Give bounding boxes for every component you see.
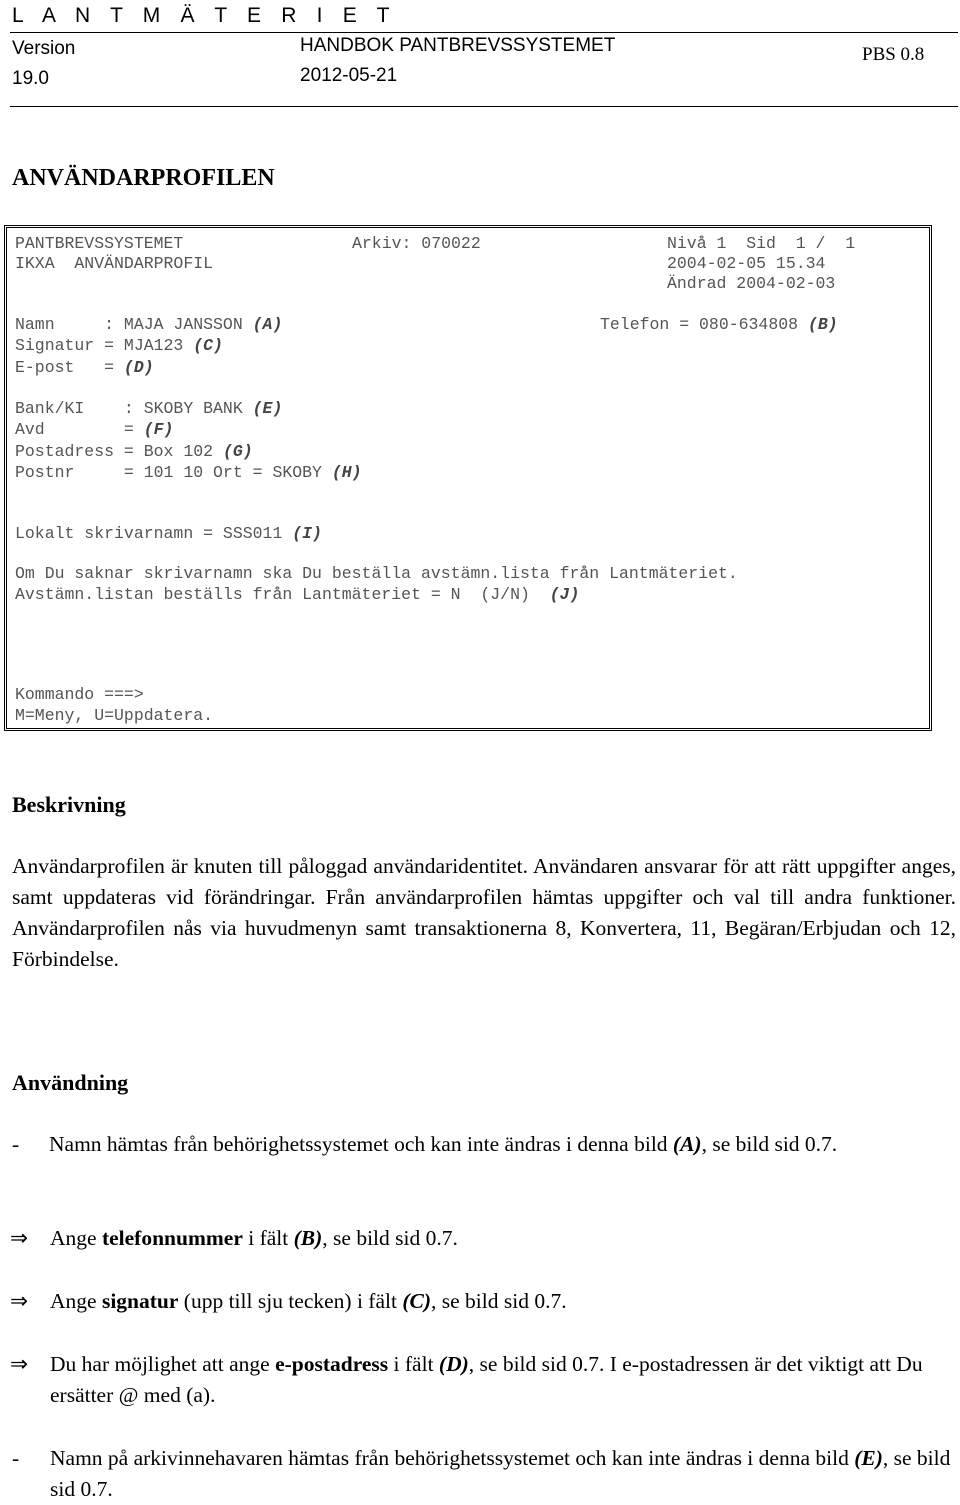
terminal-screen: [4, 225, 932, 731]
field-tag-c: (C): [193, 336, 223, 355]
field-tag-f: (F): [143, 420, 174, 439]
usage-text: Du har möjlighet att ange: [50, 1352, 276, 1376]
screen-archive: Arkiv: 070022: [352, 234, 481, 253]
version-number: 19.0: [12, 68, 49, 89]
screen-info-text: Om Du saknar skrivarnamn ska Du beställa avstämn.lista från Lantmäteriet.: [15, 564, 738, 583]
page-title: ANVÄNDARPROFILEN: [12, 165, 275, 191]
field-avd-value: Avd =: [15, 420, 144, 439]
field-tag-e: (E): [252, 399, 283, 418]
screen-transaction-code: IKXA ANVÄNDARPROFIL: [15, 254, 214, 273]
screen-page-level: Nivå 1 Sid 1 / 1: [667, 234, 856, 253]
field-telefon: [600, 315, 838, 334]
field-tag-j: (J): [549, 585, 580, 604]
field-postadress-value: Postadress = Box 102: [15, 442, 223, 461]
field-epost: [15, 358, 154, 377]
field-tag-g: (G): [222, 442, 253, 461]
manual-title: HANDBOK PANTBREVSSYSTEMET: [300, 35, 616, 56]
field-bank-value: Bank/KI : SKOBY BANK: [15, 399, 253, 418]
field-epost-value: E-post =: [15, 358, 124, 377]
usage-text: , se bild sid 0.7.: [431, 1289, 567, 1313]
usage-text: , se bild sid 0.7.: [50, 1446, 951, 1501]
manual-date: 2012-05-21: [300, 65, 398, 86]
screen-system-name: PANTBREVSSYSTEMET: [15, 234, 184, 253]
section-heading-beskrivning: Beskrivning: [12, 792, 126, 817]
usage-item-signatur: [50, 1286, 567, 1317]
page-reference: PBS 0.8: [862, 44, 925, 65]
usage-text: , se bild sid 0.7. I e-postadressen är det viktigt att Du ersätter @ med (a).: [50, 1352, 923, 1407]
usage-text: i fält: [388, 1352, 439, 1376]
field-printer: [15, 524, 322, 543]
usage-text: Namn hämtas från behörighetssystemet och kan inte ändras i denna bild: [49, 1132, 673, 1156]
function-keys: M=Meny, U=Uppdatera.: [15, 706, 214, 725]
header-rule-bottom: [10, 106, 958, 107]
usage-item-arkivinnehavare: [50, 1443, 956, 1505]
field-postnr: [15, 463, 362, 482]
field-order-list-value: Avstämn.listan beställs från Lantmäteriet = N (J/N): [15, 585, 550, 604]
usage-keyword: signatur: [101, 1289, 179, 1313]
version-label: Version: [12, 38, 76, 59]
field-ref-a: (A): [672, 1132, 702, 1156]
field-tag-a: (A): [252, 315, 283, 334]
section-heading-anvandning: Användning: [12, 1070, 129, 1095]
usage-keyword: e-postadress: [275, 1352, 389, 1376]
field-tag-d: (D): [123, 358, 154, 377]
usage-item-telefon: [50, 1223, 458, 1254]
field-signatur: [15, 336, 223, 355]
list-bullet-dash: -: [12, 1446, 20, 1470]
screen-datetime: 2004-02-05 15.34: [667, 254, 826, 273]
field-order-list: [15, 585, 579, 604]
usage-item-namn: [12, 1129, 956, 1160]
usage-text: , se bild sid 0.7.: [701, 1132, 838, 1156]
field-tag-b: (B): [807, 315, 838, 334]
usage-text: (upp till sju tecken) i fält: [178, 1289, 403, 1313]
field-tag-h: (H): [331, 463, 362, 482]
arrow-bullet-icon: ⇒: [10, 1352, 29, 1376]
arrow-bullet-icon: ⇒: [10, 1289, 29, 1313]
field-ref-d: (D): [438, 1352, 469, 1376]
description-paragraph: Användarprofilen är knuten till påloggad användaridentitet. Användaren ansvarar för att rätt uppgifter anges, samt uppdateras vid förändringar. Från användarprofilen hämtas uppgifter och val till andra funktioner. Användarprofilen nås via huvudmenyn samt transaktionerna 8, Konvertera, 11, Begäran/Erbjudan och 12, Förbindelse.: [12, 854, 956, 971]
usage-item-epost: [50, 1349, 956, 1411]
brand-name: L A N T M Ä T E R I E T: [12, 4, 397, 27]
field-postnr-value: Postnr = 101 10 Ort = SKOBY: [15, 463, 332, 482]
field-tag-i: (I): [292, 524, 322, 543]
field-ref-c: (C): [402, 1289, 431, 1313]
usage-keyword: telefonnummer: [101, 1226, 243, 1250]
arrow-bullet-icon: ⇒: [10, 1226, 29, 1250]
field-printer-value: Lokalt skrivarnamn = SSS011: [15, 524, 293, 543]
usage-text: Namn på arkivinnehavaren hämtas från behörighetssystemet och kan inte ändras i denna bild: [50, 1446, 855, 1470]
usage-text: Ange: [50, 1289, 102, 1313]
field-bank: [15, 399, 282, 418]
header-rule-top: [10, 32, 958, 33]
field-signatur-value: Signatur = MJA123: [15, 336, 194, 355]
list-bullet-dash: -: [12, 1132, 20, 1156]
field-ref-e: (E): [854, 1446, 883, 1470]
field-postadress: [15, 442, 253, 461]
command-line: Kommando ===>: [15, 685, 144, 704]
field-ref-b: (B): [293, 1226, 323, 1250]
field-namn: [15, 315, 282, 334]
field-telefon-value: Telefon = 080-634808: [600, 315, 808, 334]
screen-changed-date: Ändrad 2004-02-03: [667, 274, 836, 293]
field-namn-value: Namn : MAJA JANSSON: [15, 315, 253, 334]
usage-text: , se bild sid 0.7.: [322, 1226, 458, 1250]
usage-text: Ange: [50, 1226, 102, 1250]
field-avd: [15, 420, 173, 439]
usage-text: i fält: [242, 1226, 294, 1250]
